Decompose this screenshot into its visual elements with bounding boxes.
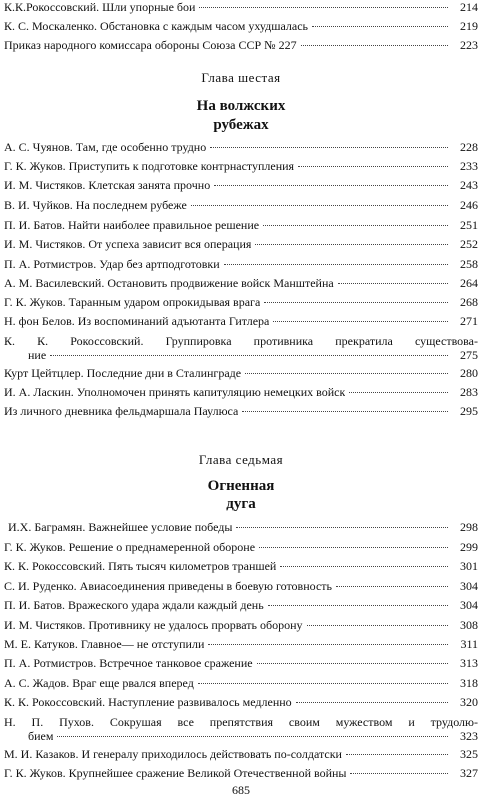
toc-entry-text: К. К. Рокоссовский. Наступление развивалось медленно: [4, 695, 292, 709]
toc-entry: [4, 159, 478, 173]
toc-entry: [4, 140, 478, 154]
toc-entry-text: П. А. Ротмистров. Встречное танковое сражение: [4, 656, 253, 670]
toc-entry-text: И. М. Чистяков. Клетская занята прочно: [4, 178, 211, 192]
toc-entry-text: К. К. Рокоссовский. Группировка противника прекратила существова-: [4, 334, 478, 348]
toc-entry-wrapped: [4, 715, 478, 743]
toc-entry: [4, 0, 478, 14]
toc-entry-page: 268: [460, 295, 478, 309]
toc-entry-text: П. И. Батов. Вражеского удара ждали каждый день: [4, 598, 264, 612]
toc-entry-page: 327: [460, 766, 478, 780]
toc-entry: [8, 520, 478, 534]
leader-dots: [273, 320, 448, 322]
toc-entry: [4, 385, 478, 399]
toc-entry-page: 251: [460, 218, 478, 232]
chapter-label: Глава седьмая: [198, 452, 284, 467]
toc-entry-page: 264: [460, 276, 478, 290]
toc-entry-text: Н. фон Белов. Из воспоминаний адъютанта Гитлера: [4, 314, 270, 328]
chapter-title: дуга: [226, 496, 256, 512]
leader-dots: [263, 224, 448, 226]
toc-entry-page: 299: [460, 540, 478, 554]
toc-entry: [4, 237, 478, 251]
toc-entry-page: 325: [460, 747, 478, 761]
leader-dots: [191, 204, 448, 206]
toc-entry-page: 323: [460, 729, 478, 743]
toc-entry-page: 275: [460, 348, 478, 362]
toc-entry-page: 223: [460, 38, 478, 52]
toc-entry-page: 313: [460, 656, 478, 670]
leader-dots: [301, 44, 448, 46]
toc-entry-text: И.Х. Баграмян. Важнейшее условие победы: [8, 520, 233, 534]
toc-entry-page: 228: [460, 140, 478, 154]
toc-entry: [4, 178, 478, 192]
leader-dots: [312, 25, 448, 27]
toc-entry: [4, 314, 478, 328]
toc-entry-page: 243: [460, 178, 478, 192]
toc-entry-page: 308: [460, 618, 478, 632]
toc-entry-page: 301: [460, 559, 478, 573]
toc-entry: [4, 598, 478, 612]
toc-entry-text: А. С. Жадов. Враг еще рвался вперед: [4, 676, 194, 690]
toc-entry: [4, 559, 478, 573]
toc-entry-page: 271: [460, 314, 478, 328]
toc-entry-page: 295: [460, 404, 478, 418]
leader-dots: [210, 146, 448, 148]
leader-dots: [259, 546, 448, 548]
leader-dots: [346, 753, 448, 755]
toc-entry-page: 258: [460, 257, 478, 271]
leader-dots: [224, 263, 448, 265]
leader-dots: [208, 643, 448, 645]
toc-entry: [4, 637, 478, 651]
toc-entry-text: А. М. Василевский. Остановить продвижение войск Манштейна: [4, 276, 334, 290]
toc-entry-page: 252: [460, 237, 478, 251]
leader-dots: [296, 701, 448, 703]
toc-entry-text: П. А. Ротмистров. Удар без артподготовки: [4, 257, 220, 271]
toc-entry: [4, 366, 478, 380]
leader-dots: [349, 391, 448, 393]
chapter-title: рубежах: [213, 117, 269, 133]
leader-dots: [264, 301, 448, 303]
toc-entry-page: 219: [460, 19, 478, 33]
toc-entry-page: 233: [460, 159, 478, 173]
toc-entry-text-continued: бием: [28, 729, 54, 743]
toc-entry-text: П. И. Батов. Найти наиболее правильное решение: [4, 218, 260, 232]
toc-entry-text: С. И. Руденко. Авиасоединения приведены в боевую готовность: [4, 579, 332, 593]
toc-entry-text: В. И. Чуйков. На последнем рубеже: [4, 198, 187, 212]
toc-entry: [4, 656, 478, 670]
toc-entry-text: Приказ народного комиссара обороны Союза ССР № 227: [4, 38, 297, 52]
toc-entry: [4, 257, 478, 271]
leader-dots: [198, 682, 448, 684]
toc-entry: [4, 404, 478, 418]
leader-dots: [236, 526, 448, 528]
toc-entry: [4, 618, 478, 632]
leader-dots: [257, 662, 448, 664]
toc-entry-page: 320: [460, 695, 478, 709]
toc-entry-text: К. К. Рокоссовский. Пять тысяч километров траншей: [4, 559, 277, 573]
toc-entry: [4, 747, 478, 761]
toc-entry-page: 283: [460, 385, 478, 399]
toc-entry-text: К. С. Москаленко. Обстановка с каждым часом ухудшалась: [4, 19, 309, 33]
toc-entry-page: 214: [460, 0, 478, 14]
chapter-title: Огненная: [207, 478, 275, 494]
leader-dots: [338, 282, 448, 284]
toc-entry-page: 304: [460, 598, 478, 612]
leader-dots: [336, 585, 448, 587]
leader-dots: [245, 372, 448, 374]
toc-entry-text: Г. К. Жуков. Решение о преднамеренной обороне: [4, 540, 256, 554]
toc-entry: [4, 540, 478, 554]
toc-entry: [4, 579, 478, 593]
toc-entry: [4, 766, 478, 780]
toc-entry: [4, 676, 478, 690]
leader-dots: [298, 165, 448, 167]
toc-entry-text: И. А. Ласкин. Уполномочен принять капитуляцию немецких войск: [4, 385, 346, 399]
leader-dots: [350, 772, 448, 774]
toc-entry: [4, 38, 478, 52]
toc-entry-text: Из личного дневника фельдмаршала Паулюса: [4, 404, 239, 418]
toc-entry-page: 311: [460, 637, 478, 651]
toc-entry-page: 280: [460, 366, 478, 380]
leader-dots: [280, 565, 448, 567]
leader-dots: [57, 735, 448, 737]
toc-entry-page: 318: [460, 676, 478, 690]
toc-entry-text: М. Е. Катуков. Главное— не отступили: [4, 637, 205, 651]
toc-entry-page: 304: [460, 579, 478, 593]
toc-entry-wrapped: [4, 334, 478, 362]
page-number: 685: [232, 783, 250, 797]
toc-entry: [4, 295, 478, 309]
toc-entry: [4, 695, 478, 709]
toc-entry: [4, 218, 478, 232]
toc-entry-text: И. М. Чистяков. От успеха зависит вся операция: [4, 237, 252, 251]
leader-dots: [307, 624, 448, 626]
toc-entry: [4, 198, 478, 212]
toc-entry-text-continued: ние: [28, 348, 47, 362]
leader-dots: [242, 410, 448, 412]
leader-dots: [199, 6, 448, 8]
leader-dots: [255, 243, 448, 245]
toc-entry-text: Г. К. Жуков. Крупнейшее сражение Великой Отечественной войны: [4, 766, 347, 780]
toc-entry: [4, 276, 478, 290]
toc-entry-page: 246: [460, 198, 478, 212]
toc-entry-text: Н. П. Пухов. Сокрушая все препятствия своим мужеством и трудолю-: [4, 715, 478, 729]
chapter-label: Глава шестая: [201, 70, 281, 85]
leader-dots: [268, 604, 448, 606]
toc-entry-text: М. И. Казаков. И генералу приходилось действовать по-солдатски: [4, 747, 342, 761]
toc-entry-text: Курт Цейтцлер. Последние дни в Сталинграде: [4, 366, 242, 380]
leader-dots: [214, 184, 448, 186]
toc-entry-text: Г. К. Жуков. Таранным ударом опрокидывая врага: [4, 295, 261, 309]
chapter-title: На волжских: [196, 98, 286, 114]
toc-entry-text: К.К.Рокоссовский. Шли упорные бои: [4, 0, 196, 14]
toc-entry-text: И. М. Чистяков. Противнику не удалось прорвать оборону: [4, 618, 303, 632]
leader-dots: [50, 354, 448, 356]
toc-entry-page: 298: [460, 520, 478, 534]
toc-entry: [4, 19, 478, 33]
toc-entry-text: А. С. Чуянов. Там, где особенно трудно: [4, 140, 207, 154]
toc-entry-text: Г. К. Жуков. Приступить к подготовке контрнаступления: [4, 159, 295, 173]
